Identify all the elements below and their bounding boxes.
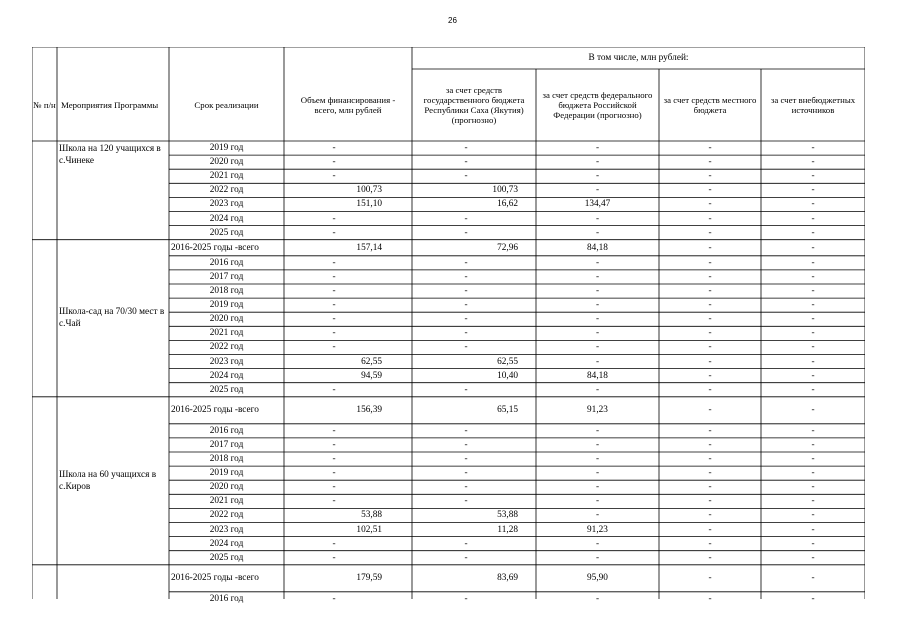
regional-cell: - [464, 439, 468, 450]
federal-cell: - [595, 157, 600, 168]
extra-cell: - [811, 199, 815, 210]
local-cell: - [708, 510, 712, 521]
federal-cell: - [595, 538, 600, 549]
local-cell: - [708, 286, 712, 297]
program-name: Школа на 120 учащихся в с.Чинеке [59, 144, 161, 166]
volume-cell: 179,59 [356, 573, 382, 584]
federal-cell: - [595, 454, 600, 465]
regional-cell: - [464, 496, 468, 507]
period-cell: 2022 год [209, 342, 244, 353]
regional-cell: - [464, 482, 468, 493]
header-regional: за счет средств государственного бюджета Республики Саха (Якутия) (прогнозно) [423, 84, 525, 126]
extra-cell: - [811, 370, 815, 381]
local-cell: - [708, 300, 712, 311]
period-cell: 2020 год [209, 482, 244, 493]
extra-cell: - [811, 454, 815, 465]
period-cell: 2023 год [209, 524, 244, 535]
extra-cell: - [811, 242, 815, 253]
period-cell: 2016 год [209, 425, 244, 436]
volume-cell: - [332, 439, 336, 450]
period-cell: 2025 год [209, 552, 244, 563]
period-cell: 2024 год [209, 370, 244, 381]
extra-cell: - [811, 425, 815, 436]
period-cell: 2017 год [209, 271, 244, 282]
period-cell: 2024 год [209, 538, 244, 549]
regional-cell: - [464, 300, 468, 311]
federal-cell: 134,47 [584, 199, 611, 210]
local-cell: - [708, 342, 712, 353]
extra-cell: - [811, 510, 815, 521]
local-cell: - [708, 468, 712, 479]
federal-cell: - [595, 286, 600, 297]
regional-cell: - [464, 314, 468, 325]
header-volume: Объем финансирования - всего, млн рублей [300, 94, 396, 115]
federal-cell: 95,90 [587, 573, 608, 584]
extra-cell: - [811, 342, 815, 353]
period-cell: 2016-2025 годы -всего [171, 573, 259, 584]
program-name: Школа-сад на 70/30 мест в с.Чай [59, 307, 165, 330]
regional-cell: 53,88 [497, 510, 518, 521]
volume-cell: 62,55 [361, 356, 382, 367]
federal-cell: - [595, 482, 600, 493]
page-number: 26 [448, 16, 457, 25]
federal-cell: 84,18 [587, 242, 608, 253]
volume-cell: - [332, 328, 336, 339]
header-period: Срок реализации [194, 99, 259, 110]
extra-cell: - [811, 552, 815, 563]
volume-cell: - [332, 468, 336, 479]
period-cell: 2021 год [209, 328, 244, 339]
local-cell: - [708, 593, 712, 604]
period-cell: 2021 год [209, 171, 244, 182]
period-cell: 2025 год [209, 384, 244, 395]
period-cell: 2021 год [209, 496, 244, 507]
federal-cell: - [595, 439, 600, 450]
volume-cell: - [332, 157, 336, 168]
regional-cell: - [464, 257, 468, 268]
extra-cell: - [811, 538, 815, 549]
federal-cell: - [595, 593, 600, 604]
local-cell: - [708, 328, 712, 339]
federal-cell: - [595, 213, 600, 224]
local-cell: - [708, 538, 712, 549]
regional-cell: - [464, 538, 468, 549]
regional-cell: - [464, 468, 468, 479]
period-cell: 2016-2025 годы -всего [171, 405, 259, 416]
volume-cell: - [332, 286, 336, 297]
local-cell: - [708, 314, 712, 325]
regional-cell: - [464, 425, 468, 436]
federal-cell: 91,23 [587, 524, 608, 535]
volume-cell: - [332, 552, 336, 563]
volume-cell: - [332, 384, 336, 395]
regional-cell: 62,55 [497, 356, 518, 367]
regional-cell: 10,40 [497, 370, 518, 381]
header-local: за счет средств местного бюджета [663, 94, 757, 115]
extra-cell: - [811, 213, 815, 224]
volume-cell: - [332, 300, 336, 311]
volume-cell: - [332, 143, 336, 154]
volume-cell: - [332, 425, 336, 436]
federal-cell: - [595, 185, 600, 196]
extra-cell: - [811, 405, 815, 416]
extra-cell: - [811, 524, 815, 535]
volume-cell: - [332, 482, 336, 493]
regional-cell: 11,28 [497, 524, 518, 535]
extra-cell: - [811, 300, 815, 311]
regional-cell: - [464, 454, 468, 465]
federal-cell: - [595, 384, 600, 395]
regional-cell: - [464, 271, 468, 282]
local-cell: - [708, 185, 712, 196]
period-cell: 2016 год [209, 593, 244, 604]
extra-cell: - [811, 496, 815, 507]
extra-cell: - [811, 384, 815, 395]
federal-cell: - [595, 300, 600, 311]
regional-cell: - [464, 593, 468, 604]
federal-cell: - [595, 227, 600, 238]
extra-cell: - [811, 328, 815, 339]
local-cell: - [708, 271, 712, 282]
regional-cell: - [464, 227, 468, 238]
volume-cell: 157,14 [356, 242, 382, 253]
regional-cell: 16,62 [497, 199, 518, 210]
period-cell: 2018 год [209, 454, 244, 465]
extra-cell: - [811, 271, 815, 282]
period-cell: 2023 год [209, 356, 244, 367]
volume-cell: - [332, 271, 336, 282]
local-cell: - [708, 405, 712, 416]
regional-cell: 65,15 [497, 405, 518, 416]
header-number: № п/н [33, 99, 56, 110]
regional-cell: - [464, 143, 468, 154]
local-cell: - [708, 496, 712, 507]
federal-cell: - [595, 342, 600, 353]
period-cell: 2017 год [209, 439, 244, 450]
financing-table [32, 47, 865, 604]
regional-cell: - [464, 342, 468, 353]
period-cell: 2020 год [209, 314, 244, 325]
volume-cell: 102,51 [356, 524, 382, 535]
local-cell: - [708, 213, 712, 224]
volume-cell: - [332, 454, 336, 465]
extra-cell: - [811, 143, 815, 154]
federal-cell: - [595, 356, 600, 367]
local-cell: - [708, 552, 712, 563]
volume-cell: - [332, 171, 336, 182]
period-cell: 2016-2025 годы -всего [171, 242, 259, 253]
header-group: В том числе, млн рублей: [588, 52, 689, 63]
local-cell: - [708, 143, 712, 154]
local-cell: - [708, 573, 712, 584]
header-extra: за счет внебюджетных источников [770, 94, 856, 115]
regional-cell: - [464, 171, 468, 182]
period-cell: 2022 год [209, 510, 244, 521]
extra-cell: - [811, 468, 815, 479]
volume-cell: - [332, 314, 336, 325]
volume-cell: - [332, 257, 336, 268]
extra-cell: - [811, 314, 815, 325]
regional-cell: - [464, 384, 468, 395]
local-cell: - [708, 425, 712, 436]
local-cell: - [708, 524, 712, 535]
federal-cell: - [595, 257, 600, 268]
extra-cell: - [811, 171, 815, 182]
volume-cell: - [332, 496, 336, 507]
volume-cell: 53,88 [361, 510, 382, 521]
regional-cell: - [464, 157, 468, 168]
federal-cell: - [595, 468, 600, 479]
regional-cell: - [464, 286, 468, 297]
period-cell: 2018 год [209, 286, 244, 297]
local-cell: - [708, 257, 712, 268]
period-cell: 2025 год [209, 227, 244, 238]
federal-cell: - [595, 425, 600, 436]
extra-cell: - [811, 185, 815, 196]
federal-cell: - [595, 328, 600, 339]
volume-cell: 151,10 [356, 199, 382, 210]
local-cell: - [708, 370, 712, 381]
regional-cell: 100,73 [492, 185, 518, 196]
federal-cell: - [595, 552, 600, 563]
federal-cell: - [595, 496, 600, 507]
volume-cell: - [332, 342, 336, 353]
local-cell: - [708, 454, 712, 465]
regional-cell: - [464, 328, 468, 339]
regional-cell: - [464, 213, 468, 224]
federal-cell: 84,18 [587, 370, 608, 381]
volume-cell: 100,73 [356, 185, 382, 196]
local-cell: - [708, 199, 712, 210]
extra-cell: - [811, 157, 815, 168]
regional-cell: 83,69 [497, 573, 518, 584]
program-name: Школа на 60 учащихся в с.Киров [59, 469, 157, 492]
local-cell: - [708, 171, 712, 182]
regional-cell: 72,96 [497, 242, 518, 253]
period-cell: 2024 год [209, 213, 244, 224]
local-cell: - [708, 482, 712, 493]
volume-cell: - [332, 593, 336, 604]
period-cell: 2016 год [209, 257, 244, 268]
federal-cell: - [595, 510, 600, 521]
local-cell: - [708, 227, 712, 238]
local-cell: - [708, 439, 712, 450]
period-cell: 2019 год [209, 300, 244, 311]
volume-cell: - [332, 213, 336, 224]
extra-cell: - [811, 482, 815, 493]
regional-cell: - [464, 552, 468, 563]
period-cell: 2022 год [209, 185, 244, 196]
extra-cell: - [811, 439, 815, 450]
federal-cell: 91,23 [587, 405, 608, 416]
extra-cell: - [811, 356, 815, 367]
local-cell: - [708, 384, 712, 395]
volume-cell: 94,59 [361, 370, 382, 381]
volume-cell: - [332, 227, 336, 238]
period-cell: 2023 год [209, 199, 244, 210]
period-cell: 2020 год [209, 157, 244, 168]
extra-cell: - [811, 573, 815, 584]
period-cell: 2019 год [209, 143, 244, 154]
volume-cell: 156,39 [356, 405, 382, 416]
extra-cell: - [811, 257, 815, 268]
extra-cell: - [811, 286, 815, 297]
federal-cell: - [595, 171, 600, 182]
volume-cell: - [332, 538, 336, 549]
header-federal: за счет средств федерального бюджета Российской Федерации (прогнозно) [542, 89, 653, 121]
header-events: Мероприятия Программы [61, 99, 159, 110]
federal-cell: - [595, 143, 600, 154]
local-cell: - [708, 242, 712, 253]
federal-cell: - [595, 314, 600, 325]
federal-cell: - [595, 271, 600, 282]
period-cell: 2019 год [209, 468, 244, 479]
local-cell: - [708, 356, 712, 367]
local-cell: - [708, 157, 712, 168]
extra-cell: - [811, 227, 815, 238]
extra-cell: - [811, 593, 815, 604]
